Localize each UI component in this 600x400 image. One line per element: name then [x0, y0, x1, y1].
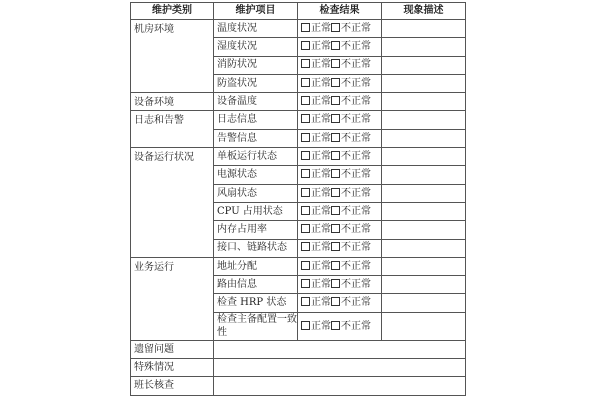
abnormal-label: 不正常 [341, 132, 371, 144]
normal-label: 正常 [311, 279, 331, 291]
normal-checkbox[interactable] [301, 114, 310, 123]
abnormal-label: 不正常 [341, 22, 371, 34]
header-category: 维护类别 [131, 3, 214, 20]
result-cell [298, 56, 382, 74]
result-cell [298, 74, 382, 92]
category-cell: 设备环境 [131, 93, 214, 111]
abnormal-checkbox[interactable] [331, 224, 340, 233]
abnormal-checkbox[interactable] [331, 321, 340, 330]
category-cell: 业务运行 [131, 257, 214, 340]
result-cell [298, 221, 382, 239]
abnormal-checkbox[interactable] [331, 133, 340, 142]
normal-checkbox[interactable] [301, 279, 310, 288]
result-cell [298, 166, 382, 184]
abnormal-label: 不正常 [341, 77, 371, 89]
remarks-cell[interactable] [214, 359, 466, 377]
description-cell[interactable] [382, 20, 466, 38]
description-cell[interactable] [382, 38, 466, 56]
normal-label: 正常 [311, 224, 331, 236]
abnormal-label: 不正常 [341, 169, 371, 181]
normal-checkbox[interactable] [301, 78, 310, 87]
result-cell [298, 20, 382, 38]
normal-checkbox[interactable] [301, 151, 310, 160]
item-cell: 温度状况 [214, 20, 298, 38]
description-cell[interactable] [382, 166, 466, 184]
header-result: 检查结果 [298, 3, 382, 20]
normal-checkbox[interactable] [301, 133, 310, 142]
item-cell: 消防状况 [214, 56, 298, 74]
abnormal-checkbox[interactable] [331, 41, 340, 50]
item-cell: 湿度状况 [214, 38, 298, 56]
header-description: 现象描述 [382, 3, 466, 20]
item-cell: 风扇状态 [214, 184, 298, 202]
header-row [131, 3, 466, 20]
result-cell [298, 184, 382, 202]
result-cell [298, 257, 382, 275]
abnormal-checkbox[interactable] [331, 59, 340, 68]
description-cell[interactable] [382, 276, 466, 294]
abnormal-checkbox[interactable] [331, 151, 340, 160]
item-cell: 日志信息 [214, 111, 298, 129]
result-cell [298, 312, 382, 340]
abnormal-checkbox[interactable] [331, 297, 340, 306]
abnormal-checkbox[interactable] [331, 188, 340, 197]
description-cell[interactable] [382, 221, 466, 239]
abnormal-checkbox[interactable] [331, 206, 340, 215]
normal-label: 正常 [311, 260, 331, 272]
normal-label: 正常 [311, 77, 331, 89]
item-cell: 接口、链路状态 [214, 239, 298, 257]
result-cell [298, 294, 382, 312]
abnormal-label: 不正常 [341, 260, 371, 272]
abnormal-label: 不正常 [341, 41, 371, 53]
normal-label: 正常 [311, 114, 331, 126]
abnormal-checkbox[interactable] [331, 96, 340, 105]
abnormal-checkbox[interactable] [331, 279, 340, 288]
table-row [131, 359, 466, 377]
normal-checkbox[interactable] [301, 23, 310, 32]
maintenance-checklist-table [130, 2, 466, 396]
description-cell[interactable] [382, 93, 466, 111]
item-cell: 内存占用率 [214, 221, 298, 239]
table-row [131, 111, 466, 129]
normal-checkbox[interactable] [301, 96, 310, 105]
abnormal-label: 不正常 [341, 224, 371, 236]
normal-checkbox[interactable] [301, 321, 310, 330]
description-cell[interactable] [382, 74, 466, 92]
normal-label: 正常 [311, 22, 331, 34]
item-cell: 检查 HRP 状态 [214, 294, 298, 312]
normal-checkbox[interactable] [301, 169, 310, 178]
item-cell: 检查主备配置一致性 [214, 312, 298, 340]
description-cell[interactable] [382, 202, 466, 220]
table-row [131, 93, 466, 111]
result-cell [298, 239, 382, 257]
normal-checkbox[interactable] [301, 224, 310, 233]
description-cell[interactable] [382, 294, 466, 312]
normal-checkbox[interactable] [301, 261, 310, 270]
description-cell[interactable] [382, 239, 466, 257]
result-cell [298, 129, 382, 147]
abnormal-label: 不正常 [341, 279, 371, 291]
table-row [131, 148, 466, 166]
description-cell[interactable] [382, 148, 466, 166]
abnormal-label: 不正常 [341, 297, 371, 309]
abnormal-label: 不正常 [341, 114, 371, 126]
remarks-cell[interactable] [214, 377, 466, 395]
description-cell[interactable] [382, 111, 466, 129]
normal-label: 正常 [311, 96, 331, 108]
abnormal-label: 不正常 [341, 242, 371, 254]
category-cell: 特殊情况 [131, 359, 214, 377]
abnormal-checkbox[interactable] [331, 23, 340, 32]
header-item: 维护项目 [214, 3, 298, 20]
abnormal-checkbox[interactable] [331, 114, 340, 123]
result-cell [298, 93, 382, 111]
abnormal-label: 不正常 [341, 187, 371, 199]
item-cell: 电源状态 [214, 166, 298, 184]
item-cell: 防盗状况 [214, 74, 298, 92]
normal-checkbox[interactable] [301, 188, 310, 197]
description-cell[interactable] [382, 56, 466, 74]
result-cell [298, 148, 382, 166]
table-row [131, 257, 466, 275]
item-cell: 路由信息 [214, 276, 298, 294]
item-cell: 单板运行状态 [214, 148, 298, 166]
normal-label: 正常 [311, 297, 331, 309]
abnormal-label: 不正常 [341, 96, 371, 108]
description-cell[interactable] [382, 129, 466, 147]
table-row [131, 377, 466, 395]
category-cell: 遗留问题 [131, 340, 214, 358]
description-cell[interactable] [382, 184, 466, 202]
normal-label: 正常 [311, 320, 331, 332]
category-cell: 设备运行状况 [131, 148, 214, 258]
normal-label: 正常 [311, 187, 331, 199]
normal-checkbox[interactable] [301, 59, 310, 68]
normal-label: 正常 [311, 132, 331, 144]
abnormal-label: 不正常 [341, 320, 371, 332]
abnormal-label: 不正常 [341, 205, 371, 217]
normal-label: 正常 [311, 41, 331, 53]
item-cell: 告警信息 [214, 129, 298, 147]
normal-checkbox[interactable] [301, 242, 310, 251]
result-cell [298, 202, 382, 220]
normal-label: 正常 [311, 59, 331, 71]
result-cell [298, 276, 382, 294]
abnormal-checkbox[interactable] [331, 78, 340, 87]
normal-label: 正常 [311, 169, 331, 181]
abnormal-label: 不正常 [341, 150, 371, 162]
result-cell [298, 38, 382, 56]
normal-checkbox[interactable] [301, 41, 310, 50]
description-cell[interactable] [382, 257, 466, 275]
item-cell: CPU 占用状态 [214, 202, 298, 220]
item-cell: 地址分配 [214, 257, 298, 275]
remarks-cell[interactable] [214, 340, 466, 358]
abnormal-checkbox[interactable] [331, 242, 340, 251]
normal-checkbox[interactable] [301, 297, 310, 306]
item-cell: 设备温度 [214, 93, 298, 111]
abnormal-checkbox[interactable] [331, 169, 340, 178]
result-cell [298, 111, 382, 129]
description-cell[interactable] [382, 312, 466, 340]
table-row [131, 20, 466, 38]
abnormal-checkbox[interactable] [331, 261, 340, 270]
normal-label: 正常 [311, 205, 331, 217]
category-cell: 日志和告警 [131, 111, 214, 148]
category-cell: 机房环境 [131, 20, 214, 93]
normal-label: 正常 [311, 150, 331, 162]
abnormal-label: 不正常 [341, 59, 371, 71]
table-row [131, 340, 466, 358]
normal-label: 正常 [311, 242, 331, 254]
normal-checkbox[interactable] [301, 206, 310, 215]
category-cell: 班长核查 [131, 377, 214, 395]
